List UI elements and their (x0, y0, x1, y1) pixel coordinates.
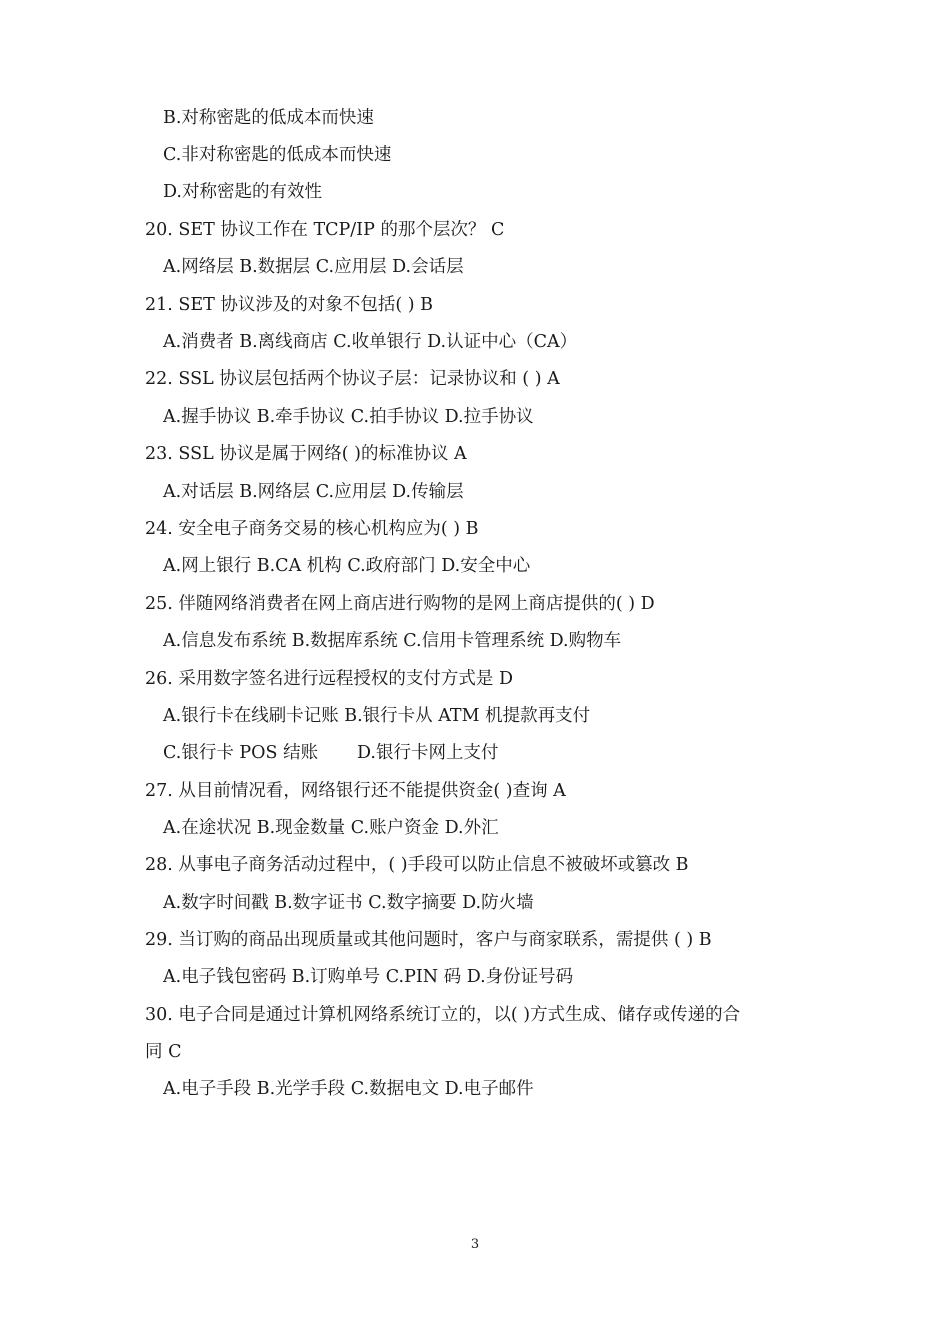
option-line: A.在途状况 B.现金数量 C.账户资金 D.外汇 (163, 818, 499, 838)
option-line: C.非对称密匙的低成本而快速 (163, 145, 392, 165)
question-line: 27. 从目前情况看，网络银行还不能提供资金( )查询 A (145, 781, 566, 801)
question-line: 20. SET 协议工作在 TCP/IP 的那个层次？ C (145, 220, 505, 240)
option-line: A.对话层 B.网络层 C.应用层 D.传输层 (163, 482, 464, 502)
page-number: 3 (470, 1237, 480, 1252)
option-line: D.对称密匙的有效性 (163, 182, 322, 202)
option-line: B.对称密匙的低成本而快速 (163, 108, 374, 128)
question-line: 30. 电子合同是通过计算机网络系统订立的，以( )方式生成、储存或传递的合 (145, 1005, 741, 1025)
option-line: A.电子手段 B.光学手段 C.数据电文 D.电子邮件 (163, 1079, 534, 1099)
question-line: 25. 伴随网络消费者在网上商店进行购物的是网上商店提供的( ) D (145, 594, 655, 614)
option-line: A.网上银行 B.CA 机构 C.政府部门 D.安全中心 (163, 556, 531, 576)
option-line: C.银行卡 POS 结账 D.银行卡网上支付 (163, 743, 499, 763)
question-line: 21. SET 协议涉及的对象不包括( ) B (145, 295, 434, 315)
question-line: 26. 采用数字签名进行远程授权的支付方式是 D (145, 669, 513, 689)
option-line: A.消费者 B.离线商店 C.收单银行 D.认证中心（CA） (163, 332, 578, 352)
option-line: A.网络层 B.数据层 C.应用层 D.会话层 (163, 257, 464, 277)
option-line: A.银行卡在线刷卡记账 B.银行卡从 ATM 机提款再支付 (163, 706, 591, 726)
question-line: 23. SSL 协议是属于网络( )的标准协议 A (145, 444, 467, 464)
option-line: A.握手协议 B.牵手协议 C.拍手协议 D.拉手协议 (163, 407, 534, 427)
question-line-continued: 同 C (145, 1042, 182, 1062)
question-line: 28. 从事电子商务活动过程中，( )手段可以防止信息不被破坏或篡改 B (145, 855, 689, 875)
option-line: A.数字时间戳 B.数字证书 C.数字摘要 D.防火墙 (163, 893, 534, 913)
question-line: 29. 当订购的商品出现质量或其他问题时，客户与商家联系，需提供 ( ) B (145, 930, 712, 950)
option-line: A.电子钱包密码 B.订购单号 C.PIN 码 D.身份证号码 (163, 967, 574, 987)
option-line: A.信息发布系统 B.数据库系统 C.信用卡管理系统 D.购物车 (163, 631, 622, 651)
question-line: 22. SSL 协议层包括两个协议子层：记录协议和 ( ) A (145, 369, 560, 389)
question-line: 24. 安全电子商务交易的核心机构应为( ) B (145, 519, 479, 539)
